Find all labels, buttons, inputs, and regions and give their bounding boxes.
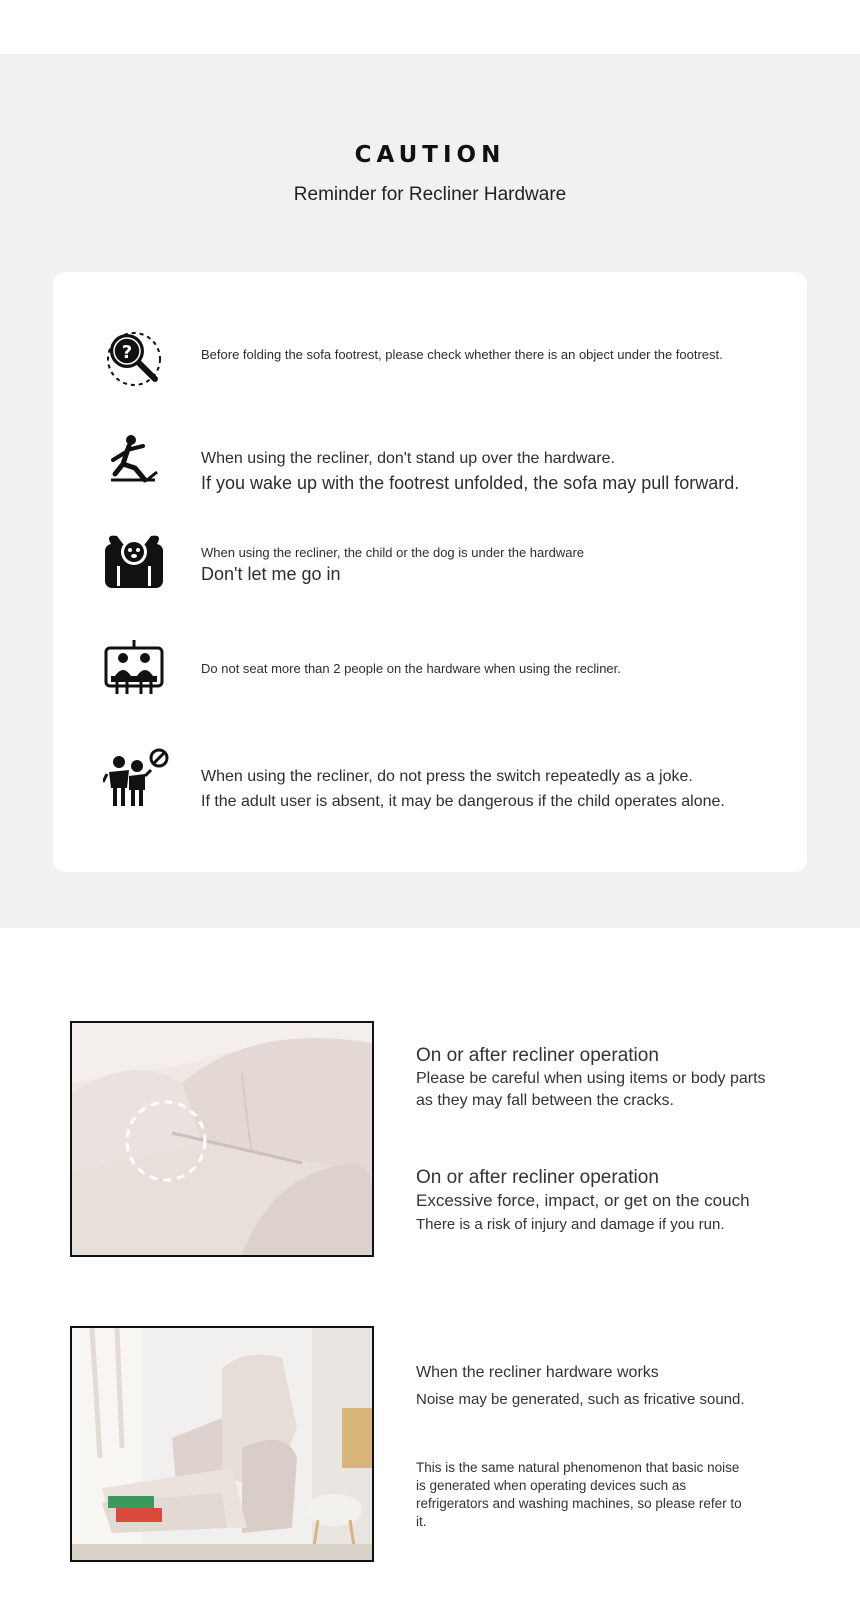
person-falling-icon [103, 430, 165, 492]
caution-title: CAUTION [354, 142, 506, 168]
operation-block-1-text: Please be careful when using items or body parts as they may fall between the cracks. [416, 1070, 766, 1109]
operation-block-1-heading: On or after recliner operation [416, 1045, 659, 1066]
operation-block-2-heading: On or after recliner operation [416, 1167, 659, 1188]
warning-2 [201, 446, 739, 496]
svg-text:?: ? [121, 342, 133, 363]
warnings-card [53, 272, 807, 872]
warning-5-line-2: If the adult user is absent, it may be dangerous if the child operates alone. [201, 793, 725, 810]
children-prohibited-icon [103, 748, 165, 810]
operation-block-1 [416, 1044, 816, 1112]
operation-block-3-note: This is the same natural phenomenon that basic noise is generated when operating devices such as refrigerators and washing machines, so please refer to it. [416, 1460, 742, 1529]
caution-subtitle: Reminder for Recliner Hardware [293, 184, 567, 205]
warning-3-line-1: When using the recliner, the child or the dog is under the hardware [201, 545, 585, 560]
magnifier-question-icon [103, 326, 165, 388]
recliner-room-photo [70, 1326, 374, 1562]
warning-4-line-1: Do not seat more than 2 people on the hardware when using the recliner. [201, 661, 621, 676]
warning-1-line-1: Before folding the sofa footrest, please check whether there is an object under the footrest. [201, 347, 723, 362]
operation-block-2-line-2: There is a risk of injury and damage if you run. [416, 1216, 725, 1233]
warning-3-line-2: Don't let me go in [201, 564, 341, 584]
caution-section [0, 54, 860, 928]
warning-5 [201, 764, 725, 814]
operation-block-3-heading: When the recliner hardware works [416, 1364, 659, 1381]
sofa-crack-photo [70, 1021, 374, 1257]
operation-block-3-text: Noise may be generated, such as fricative sound. [416, 1391, 745, 1408]
operation-block-2 [416, 1166, 816, 1234]
warning-2-line-2: If you wake up with the footrest unfolded, the sofa may pull forward. [201, 473, 740, 493]
child-and-dog-icon [103, 530, 165, 592]
warning-5-line-1: When using the recliner, do not press the switch repeatedly as a joke. [201, 768, 693, 785]
warning-3 [201, 544, 584, 587]
warning-1 [201, 346, 723, 364]
warning-4 [201, 660, 621, 678]
operation-block-3 [416, 1362, 816, 1531]
operation-block-2-line-1: Excessive force, impact, or get on the couch [416, 1191, 750, 1210]
two-people-seat-icon [103, 636, 165, 698]
warning-2-line-1: When using the recliner, don't stand up over the hardware. [201, 450, 615, 467]
